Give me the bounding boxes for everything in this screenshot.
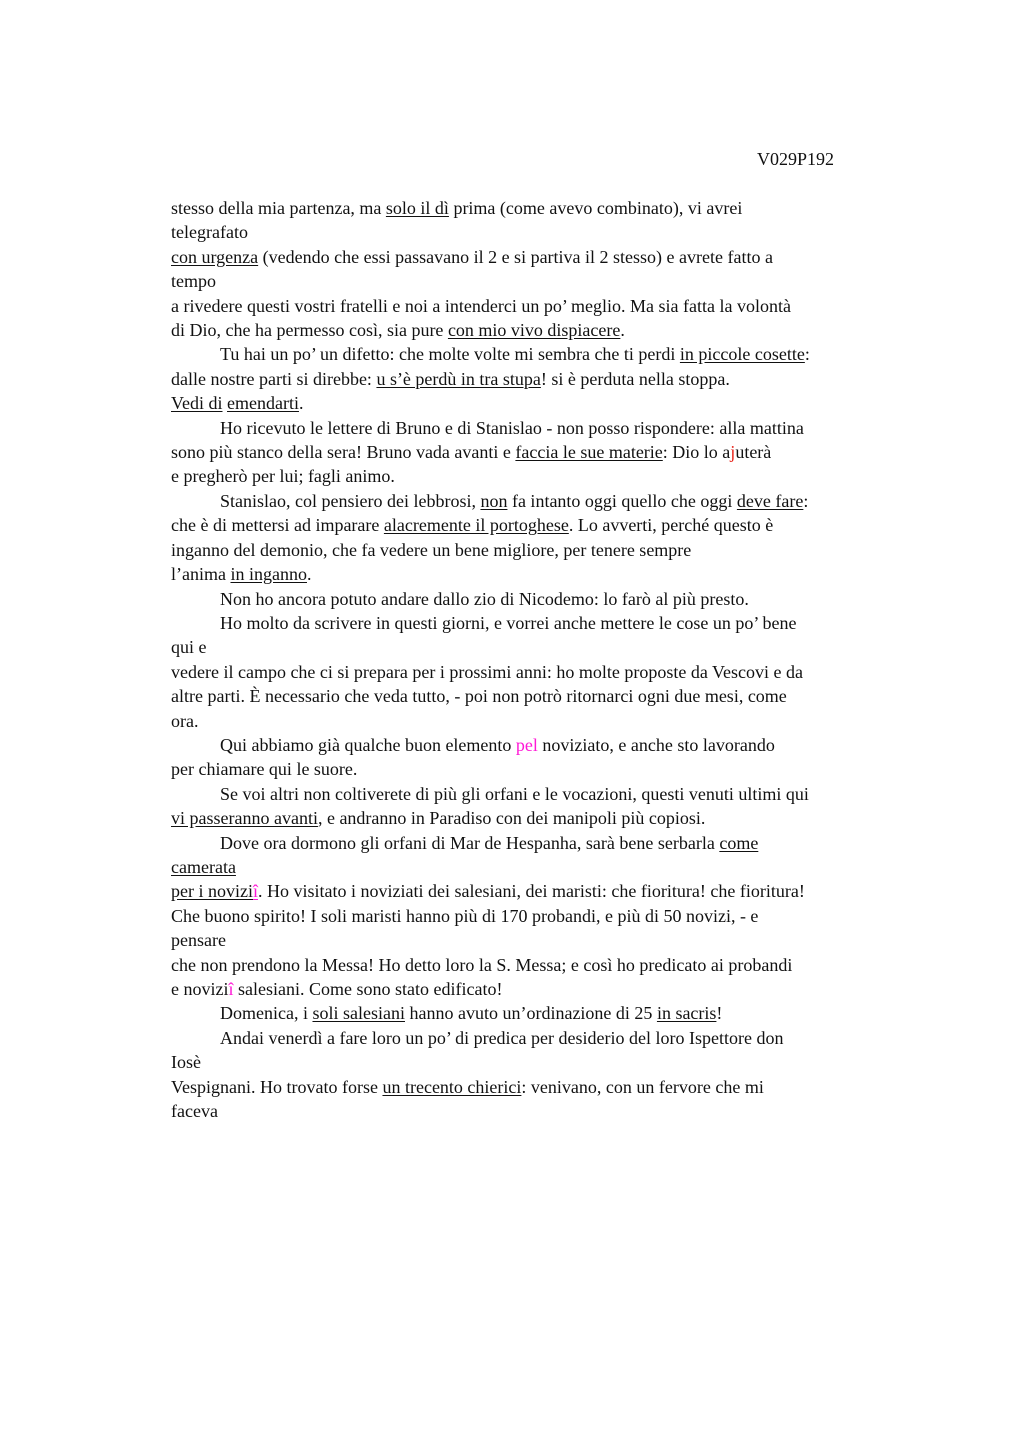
text-segment: Stanislao, col pensiero dei lebbrosi, xyxy=(220,490,481,511)
text-segment: : xyxy=(803,490,809,511)
text-segment: qui e xyxy=(171,637,207,658)
text-line xyxy=(171,635,911,659)
text-segment: Vespignani. Ho trovato forse xyxy=(171,1076,383,1097)
text-line xyxy=(171,220,911,244)
text-segment: telegrafato xyxy=(171,222,248,243)
text-segment: che è di mettersi ad imparare xyxy=(171,515,384,536)
highlighted-text: j xyxy=(730,442,736,463)
text-segment: ora. xyxy=(171,710,199,731)
highlighted-text: î xyxy=(252,881,258,902)
text-segment: hanno avuto un’ordinazione di 25 xyxy=(404,1003,657,1024)
text-segment: per chiamare qui le suore. xyxy=(171,759,358,780)
underlined-text: per i novizi xyxy=(171,881,253,902)
text-segment: . xyxy=(306,564,312,585)
text-segment: pensare xyxy=(171,930,226,951)
text-segment: che non prendono la Messa! Ho detto loro la S. Messa; e così ho predicato ai probandi xyxy=(171,954,793,975)
underlined-text: emendarti xyxy=(227,393,299,414)
text-segment: : Dio lo a xyxy=(662,442,731,463)
underlined-text: come xyxy=(719,832,759,853)
text-line xyxy=(171,1050,911,1074)
text-segment: uterà xyxy=(735,442,772,463)
underlined-text: con mio vivo dispiacere xyxy=(447,320,621,341)
text-line xyxy=(171,391,911,415)
text-line xyxy=(171,733,911,757)
text-line xyxy=(171,367,911,391)
underlined-text: u s’è perdù in tra stupa xyxy=(376,368,541,389)
text-line xyxy=(171,904,911,928)
text-line xyxy=(171,318,911,342)
text-segment: Qui abbiamo già qualche buon elemento xyxy=(220,734,516,755)
text-segment: vedere il campo che ci si prepara per i prossimi anni: ho molte proposte da Vescovi e da xyxy=(171,661,803,682)
text-line xyxy=(171,513,911,537)
text-segment: tempo xyxy=(171,271,216,292)
text-line xyxy=(171,806,911,830)
underlined-text: in piccole cosette xyxy=(679,344,805,365)
text-segment: . Lo avverti, perché questo è xyxy=(568,515,774,536)
text-line xyxy=(171,294,911,318)
text-segment: Andai venerdì a fare loro un po’ di predica per desiderio del loro Ispettore don xyxy=(220,1027,784,1048)
text-segment: noviziato, e anche sto lavorando xyxy=(537,734,775,755)
text-segment: . Ho visitato i noviziati dei salesiani, dei maristi: che fioritura! che fioritura! xyxy=(258,881,805,902)
text-line xyxy=(171,342,911,366)
text-segment: sono più stanco della sera! Bruno vada avanti e xyxy=(171,442,516,463)
text-line xyxy=(171,709,911,733)
text-segment: Tu hai un po’ un difetto: che molte volte mi sembra che ti perdi xyxy=(220,344,680,365)
text-segment: di Dio, che ha permesso così, sia pure xyxy=(171,320,448,341)
text-segment: Se voi altri non coltiverete di più gli orfani e le vocazioni, questi venuti ultimi qui xyxy=(220,783,809,804)
text-line xyxy=(171,1099,911,1123)
underlined-text: un trecento chierici xyxy=(382,1076,522,1097)
text-segment: Ho ricevuto le lettere di Bruno e di Stanislao - non posso rispondere: alla mattina xyxy=(220,417,804,438)
text-segment: Non ho ancora potuto andare dallo zio di Nicodemo: lo farò al più presto. xyxy=(220,588,749,609)
underlined-text: solo il dì xyxy=(385,198,449,218)
text-segment: altre parti. È necessario che veda tutto, - poi non potrò ritornarci ogni due mesi, come xyxy=(171,686,787,707)
text-segment: Ho molto da scrivere in questi giorni, e vorrei anche mettere le cose un po’ bene xyxy=(220,612,797,633)
underlined-text: vi passeranno avanti xyxy=(171,808,318,829)
underlined-text: faccia le sue materie xyxy=(515,442,663,463)
text-line xyxy=(171,587,911,611)
text-segment: salesiani. Come sono stato edificato! xyxy=(233,979,503,999)
text-line xyxy=(171,928,911,952)
text-segment: . xyxy=(298,393,304,414)
text-segment: . xyxy=(620,320,625,341)
text-line xyxy=(171,831,911,855)
text-segment: Iosè xyxy=(171,1052,201,1073)
text-line xyxy=(171,757,911,781)
text-segment: faceva xyxy=(171,1101,218,1122)
page-number: V029P192 xyxy=(757,149,835,169)
text-segment: inganno del demonio, che fa vedere un bene migliore, per tenere sempre xyxy=(171,539,692,560)
text-line xyxy=(171,1075,911,1099)
underlined-text: non xyxy=(480,490,508,511)
text-line xyxy=(171,538,911,562)
text-segment: Dove ora dormono gli orfani di Mar de Hespanha, sarà bene serbarla xyxy=(220,832,720,853)
text-line xyxy=(171,440,911,464)
text-line xyxy=(171,489,911,513)
text-segment: : xyxy=(804,344,810,365)
underlined-text: Vedi di xyxy=(171,393,223,414)
text-segment: e pregherò per lui; fagli animo. xyxy=(171,466,395,487)
text-line xyxy=(171,855,911,879)
text-segment: prima (come avevo combinato), vi avrei xyxy=(448,198,743,218)
text-line xyxy=(171,464,911,488)
text-segment: l’anima xyxy=(171,564,231,585)
text-segment: ! si è perduta nella stoppa. xyxy=(540,368,730,389)
text-segment: a rivedere questi vostri fratelli e noi a intenderci un po’ meglio. Ma sia fatta la volontà xyxy=(171,295,791,316)
underlined-text: camerata xyxy=(171,856,236,877)
text-line xyxy=(171,1001,911,1025)
text-line xyxy=(171,879,911,903)
text-line xyxy=(171,782,911,806)
text-line xyxy=(171,245,911,269)
text-segment: : venivano, con un fervore che mi xyxy=(521,1076,764,1097)
underlined-text: deve fare xyxy=(736,490,804,511)
text-segment: stesso della mia partenza, ma xyxy=(171,198,386,218)
text-line xyxy=(171,611,911,635)
text-line xyxy=(171,684,911,708)
text-line xyxy=(171,660,911,684)
letter-body xyxy=(171,196,911,1123)
text-segment: ! xyxy=(716,1003,723,1024)
text-line xyxy=(171,196,911,220)
text-line xyxy=(171,269,911,293)
underlined-text: in sacris xyxy=(656,1003,717,1024)
text-line xyxy=(171,953,911,977)
text-segment: fa intanto oggi quello che oggi xyxy=(507,490,737,511)
underlined-text: soli salesiani xyxy=(312,1003,405,1024)
text-line xyxy=(171,977,911,1001)
highlighted-text: î xyxy=(228,979,234,999)
underlined-text: in inganno xyxy=(230,564,307,585)
text-line xyxy=(171,562,911,586)
underlined-text: alacremente il portoghese xyxy=(383,515,569,536)
text-segment: (vedendo che essi passavano il 2 e si partiva il 2 stesso) e avrete fatto a xyxy=(258,246,773,267)
text-segment: , e andranno in Paradiso con dei manipoli più copiosi. xyxy=(317,808,706,829)
text-segment: Domenica, i xyxy=(220,1003,313,1024)
underlined-text: con urgenza xyxy=(171,246,259,267)
text-segment: e novizi xyxy=(171,979,229,999)
text-segment: dalle nostre parti si direbbe: xyxy=(171,368,377,389)
text-segment: Che buono spirito! I soli maristi hanno più di 170 probandi, e più di 50 novizi, - e xyxy=(171,905,759,926)
text-line xyxy=(171,1026,911,1050)
highlighted-text: pel xyxy=(515,734,538,755)
text-line xyxy=(171,416,911,440)
